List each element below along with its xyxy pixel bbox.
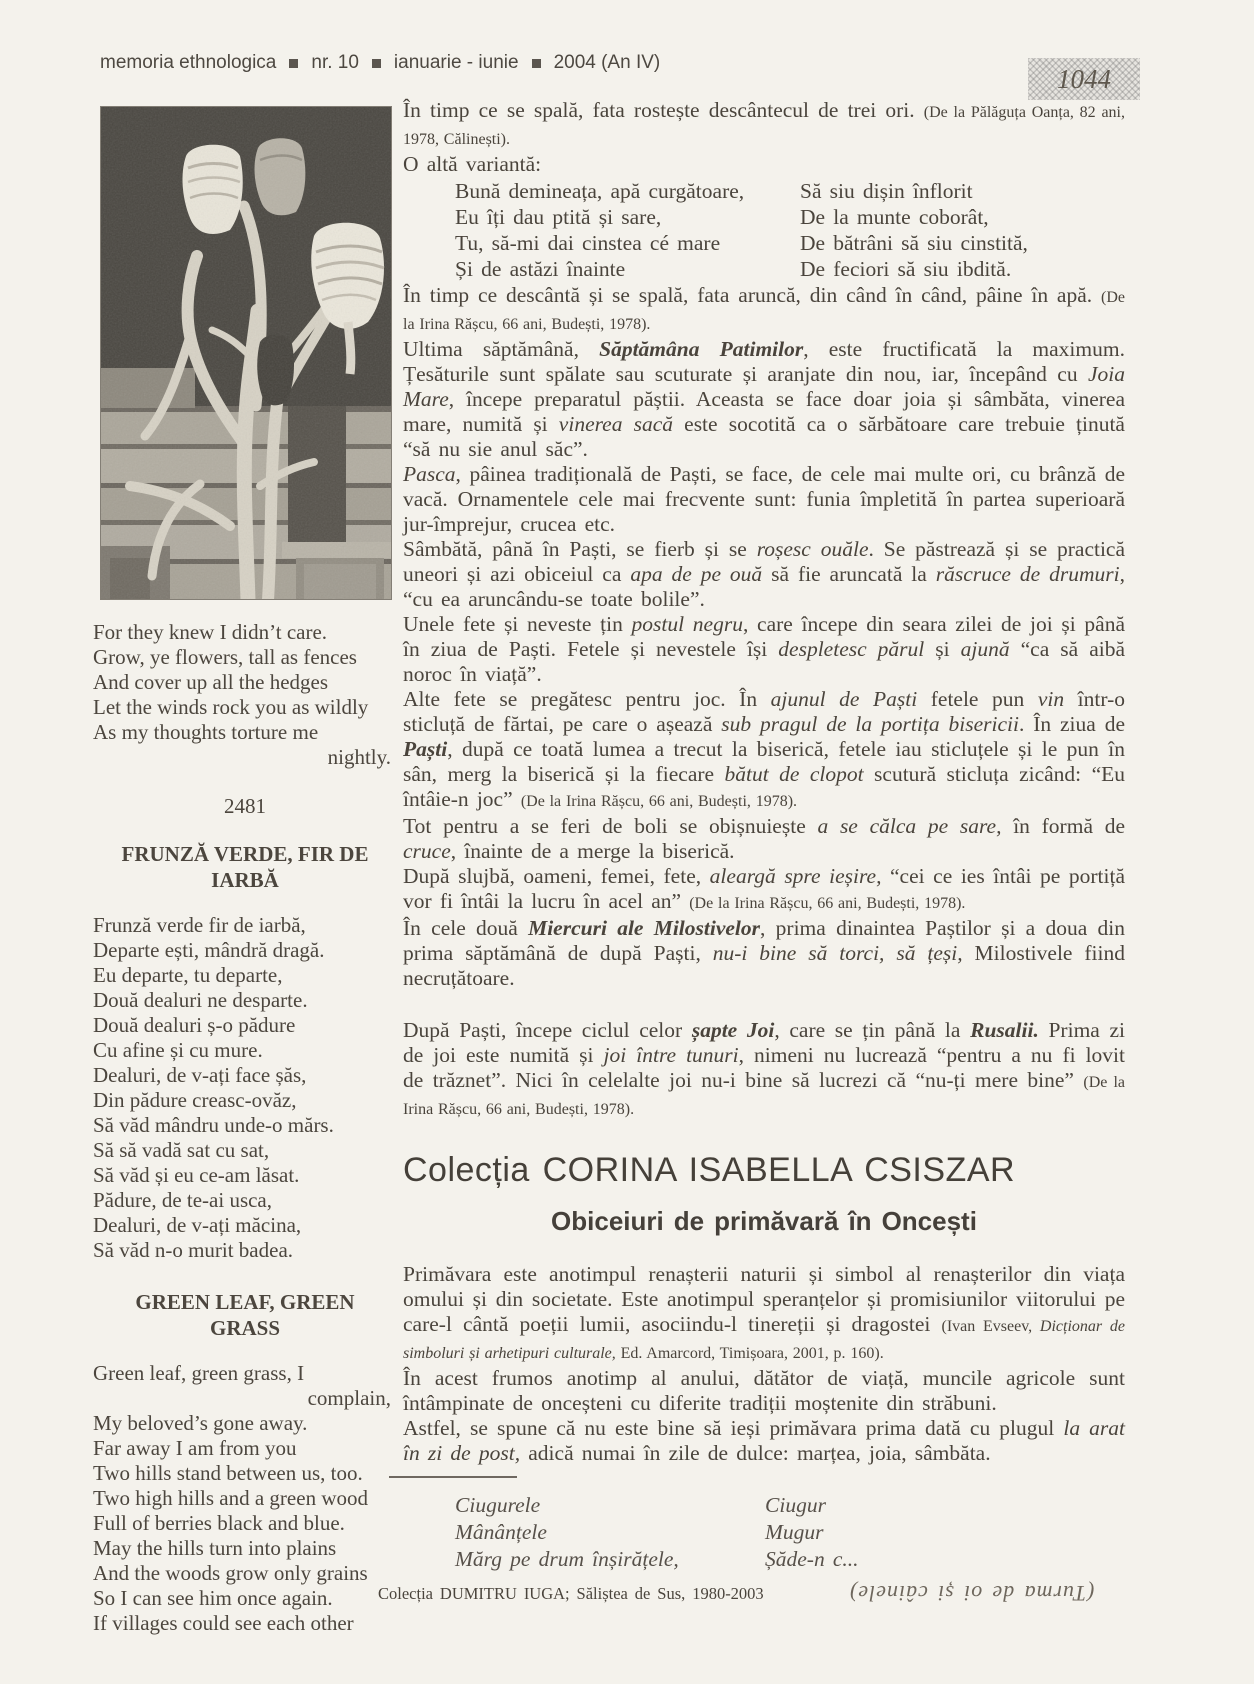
footer-collection-line: Colecția DUMITRU IUGA; Săliștea de Sus, 1980-2003 bbox=[378, 1584, 764, 1603]
text-segment: În acest frumos anotimp al anului, dătător de viață, muncile agricole sunt întâmpinate de onceșteni cu diferite tradiții moștenite din străbuni. bbox=[403, 1366, 1125, 1415]
english-verse-continuation bbox=[93, 620, 405, 745]
verse-line: Dealuri, de v-ați măcina, bbox=[93, 1213, 302, 1237]
verse-line: Să văd mândru unde-o mărs. bbox=[93, 1113, 334, 1137]
text-segment: Primăvara este anotimpul renașterii naturii și simbol al renașterilor din viața omului și din societate. Este anotimpul speranțelor și promisiunilor viitorului pe care-l cântă poeții lumii, asociindu-l tinereții și dragostei bbox=[403, 1262, 1125, 1336]
text-segment: adică numai în zile de dulce: marțea, joia, sâmbăta. bbox=[520, 1441, 991, 1465]
text-segment: . În ziua de bbox=[1018, 712, 1126, 736]
verse-line: Eu departe, tu departe, bbox=[93, 963, 283, 987]
verse-line: Let the winds rock you as wildly bbox=[93, 695, 369, 719]
text-segment: este socotită ca o sărbătoare care trebuie ținută “să nu sie anul săc”. bbox=[403, 412, 1125, 461]
bullet-square-icon bbox=[289, 59, 298, 68]
verse-line: Two high hills and a green wood bbox=[93, 1486, 368, 1510]
text-segment: (Ivan Evseev, bbox=[941, 1318, 1040, 1335]
verse-line: Să văd și eu ce-am lăsat. bbox=[93, 1163, 300, 1187]
paragraph-intro bbox=[403, 98, 1125, 152]
text-segment: ajunul de Paști bbox=[770, 687, 918, 711]
verse-overflow-word: nightly. bbox=[327, 745, 391, 769]
alt-variant-label: O altă variantă: bbox=[403, 152, 542, 176]
footer-verse-left bbox=[455, 1492, 765, 1573]
verse-line: Departe ești, mândră dragă. bbox=[93, 938, 325, 962]
paragraph-sare bbox=[403, 814, 1125, 864]
paragraph-postul-negru bbox=[403, 612, 1125, 687]
issue-year: 2004 (An IV) bbox=[553, 52, 661, 73]
text-segment: și bbox=[924, 637, 961, 661]
paragraph-primavara bbox=[403, 1262, 1125, 1366]
text-segment: bătut de clopot bbox=[724, 762, 864, 786]
section-title: Obiceiuri de primăvară în Oncești bbox=[551, 1206, 977, 1236]
text-segment: (De la Irina Rășcu, 66 ani, Budești, 1978). bbox=[689, 895, 966, 912]
verse-line: Bună demineața, apă curgătoare, bbox=[455, 179, 745, 203]
text-segment: Ed. Amarcord, Timișoara, 2001, p. 160). bbox=[615, 1345, 884, 1362]
text-segment: , începe preparatul păștii. Aceasta se face doar joia și sâmbăta, vinerea mare, numită și bbox=[403, 387, 1125, 436]
text-segment: Prima zi de joi este numită și bbox=[403, 1018, 1125, 1067]
poem-en-first-line: Green leaf, green grass, I bbox=[93, 1361, 305, 1385]
verse-line: Ciugurele bbox=[455, 1493, 541, 1517]
text-segment: În timp ce descântă și se spală, fata aruncă, din când în când, pâine în apă. bbox=[403, 283, 1102, 307]
issue-number: nr. 10 bbox=[311, 52, 359, 73]
text-segment: sub pragul de la portița bisericii bbox=[721, 712, 1019, 736]
verse-line: Two hills stand between us, too. bbox=[93, 1461, 363, 1485]
left-column bbox=[85, 620, 405, 1636]
verse-line: Din pădure creasc-ovăz, bbox=[93, 1088, 297, 1112]
verse-line: Tu, să-mi dai cinstea cé mare bbox=[455, 231, 721, 255]
verse-line: Să siu dișin înflorit bbox=[800, 179, 973, 203]
poem-en-lines bbox=[93, 1411, 405, 1636]
page-number-badge: 1044 bbox=[1028, 58, 1140, 100]
text-segment: , nimeni nu lucrează “pentru a nu fi lovit de trăznet”. Nici în celelalte joi nu-i bine să lucrezi că “nu-ți mere bine” bbox=[403, 1043, 1126, 1092]
text-segment: După Paști, începe ciclul celor bbox=[403, 1018, 692, 1042]
verse-line: And the woods grow only grains bbox=[93, 1561, 368, 1585]
paragraph-ultima-saptamana bbox=[403, 337, 1125, 462]
text-segment: Miercuri ale Milostivelor bbox=[528, 916, 761, 940]
text-segment: Pasca bbox=[403, 462, 456, 486]
paragraph-dupa-slujba bbox=[403, 864, 1125, 916]
text-segment: “cei ce ies întâi pe portiță vor fi întâi la lucru în acel an” bbox=[403, 864, 1126, 913]
text-segment: scutură sticluța zicând: “Eu întâie-n joc” bbox=[403, 762, 1126, 811]
poem-title-ro: FRUNZĂ VERDE, FIR DE IARBĂ bbox=[121, 842, 369, 892]
text-segment: șapte Joi bbox=[691, 1018, 775, 1042]
verse-line: Far away I am from you bbox=[93, 1436, 297, 1460]
variant-verse-left bbox=[455, 178, 800, 282]
verse-line: De feciori să siu ibdită. bbox=[800, 257, 1012, 281]
text-segment: , pâinea tradițională de Paști, se face, de cele mai multe ori, cu brânză de vacă. Ornamentele cele mai frecvente sunt: funia împletită în partea superioară jur-împrejur, crucea etc. bbox=[403, 462, 1125, 536]
verse-line: Eu îți dau ptită și sare, bbox=[455, 205, 662, 229]
text-segment: ajună bbox=[960, 637, 1010, 661]
text-segment: într-o sticluță de fărtai, pe care o așează bbox=[403, 687, 1125, 736]
text-segment: (De la Irina Rășcu, 66 ani, Budești, 1978). bbox=[403, 289, 1125, 333]
verse-line: Mânânțele bbox=[455, 1520, 547, 1544]
photo-pot-tree bbox=[100, 106, 392, 600]
paragraph-sambata bbox=[403, 537, 1125, 612]
text-segment: vinerea sacă bbox=[558, 412, 674, 436]
text-segment: aleargă spre ieșire, bbox=[709, 864, 882, 888]
text-segment: , după ce toată lumea a trecut la biserică, fetele iau sticluțele și le pun în sân, merg la biserică și la fiecare bbox=[403, 737, 1125, 786]
verse-line: De bătrâni să siu cinstită, bbox=[800, 231, 1028, 255]
paragraph-miercuri bbox=[403, 916, 1125, 991]
verse-line: If villages could see each other bbox=[93, 1611, 354, 1635]
text-segment: în formă de bbox=[1001, 814, 1126, 838]
text-segment: Unele fete și neveste țin bbox=[403, 612, 632, 636]
text-segment: fetele pun bbox=[917, 687, 1038, 711]
text-segment: . Se păstrează și se practică uneori și azi obiceiul ca bbox=[403, 537, 1126, 586]
paragraph-alte-fete bbox=[403, 687, 1125, 814]
text-segment: , înainte de a merge la biserică. bbox=[450, 839, 735, 863]
text-segment: Dicționar de simboluri și arhetipuri culturale, bbox=[403, 1318, 1125, 1362]
paragraph-descanta bbox=[403, 283, 1125, 337]
verse-line: For they knew I didn’t care. bbox=[93, 620, 328, 644]
verse-overflow-word: complain, bbox=[307, 1386, 391, 1410]
text-segment: După slujbă, oameni, femei, fete, bbox=[403, 864, 710, 888]
text-segment: Săptămâna Patimilor bbox=[599, 337, 804, 361]
poem-number: 2481 bbox=[224, 794, 266, 818]
verse-line: Frunză verde fir de iarbă, bbox=[93, 913, 306, 937]
poem-ro-lines bbox=[93, 913, 405, 1263]
verse-line: My beloved’s gone away. bbox=[93, 1411, 308, 1435]
text-segment: , care se țin până la bbox=[774, 1018, 971, 1042]
verse-line: Să văd n-o murit badea. bbox=[93, 1238, 294, 1262]
right-column bbox=[378, 98, 1126, 1606]
bullet-square-icon bbox=[372, 59, 381, 68]
text-segment: , este fructificată la maximum. Țesăturile sunt spălate sau scuturate și aranjate din nou, iar, începând cu bbox=[403, 337, 1125, 386]
rotated-note: (Turma de oi și câinele) bbox=[848, 1581, 1095, 1606]
text-segment: Milostivele fiind necruțătoare. bbox=[403, 941, 1125, 990]
verse-line: As my thoughts torture me bbox=[93, 720, 319, 744]
verse-line: Mugur bbox=[765, 1520, 824, 1544]
verse-line: De la munte coborât, bbox=[800, 205, 989, 229]
variant-verse-right bbox=[800, 178, 1125, 282]
text-segment: cruce bbox=[403, 839, 451, 863]
bullet-square-icon bbox=[532, 59, 541, 68]
text-segment: În timp ce se spală, fata rostește descântecul de trei ori. bbox=[403, 98, 924, 122]
text-segment: (De la Irina Rășcu, 66 ani, Budești, 1978). bbox=[520, 793, 798, 810]
footnote-rule bbox=[389, 1476, 517, 1478]
poem-title-en: GREEN LEAF, GREEN GRASS bbox=[135, 1290, 355, 1340]
text-segment: , “cu ea aruncându-se toate bolile”. bbox=[403, 562, 1125, 611]
footer-verse-block bbox=[378, 1476, 1125, 1606]
text-segment: Ultima săptămână, bbox=[403, 337, 600, 361]
text-segment: Tot pentru a se feri de boli se obișnuiește bbox=[403, 814, 818, 838]
text-segment: despletesc părul bbox=[778, 637, 925, 661]
text-segment: Paști bbox=[403, 737, 448, 761]
paragraph-sapte-joi bbox=[403, 1018, 1125, 1122]
text-segment: a se călca pe sare, bbox=[817, 814, 1002, 838]
text-segment: postul negru bbox=[631, 612, 743, 636]
verse-line: Cu afine și cu mure. bbox=[93, 1038, 263, 1062]
verse-line: Grow, ye flowers, tall as fences bbox=[93, 645, 357, 669]
variant-verse bbox=[403, 178, 1125, 282]
verse-line: And cover up all the hedges bbox=[93, 670, 329, 694]
footer-bottom bbox=[378, 1581, 1125, 1606]
text-segment: Rusalii. bbox=[970, 1018, 1039, 1042]
verse-line: Două dealuri ne desparte. bbox=[93, 988, 308, 1012]
verse-line: Mărg pe drum înșirățele, bbox=[455, 1547, 679, 1571]
verse-line: Ciugur bbox=[765, 1493, 826, 1517]
verse-line: Pădure, de te-ai usca, bbox=[93, 1188, 273, 1212]
text-segment: răscruce de drumuri bbox=[935, 562, 1120, 586]
collection-heading: Colecția CORINA ISABELLA CSISZAR bbox=[403, 1151, 1016, 1189]
text-segment: , care începe din seara zilei de joi și până în ziua de Paști. Fetele și nevestele își bbox=[403, 612, 1125, 661]
verse-line: Și de astăzi înainte bbox=[455, 257, 626, 281]
text-segment: Astfel, se spune că nu este bine să ieși primăvara prima dată cu plugul bbox=[403, 1416, 1064, 1440]
text-segment: (De la Pălăguța Oanța, 82 ani, 1978, Călinești). bbox=[403, 104, 1125, 148]
page-header bbox=[100, 52, 660, 74]
text-segment: Joia Mare bbox=[403, 362, 1125, 411]
text-segment: joi între tunuri bbox=[603, 1043, 739, 1067]
paragraph-astfel bbox=[403, 1416, 1125, 1466]
verse-line: Full of berries black and blue. bbox=[93, 1511, 345, 1535]
text-segment: Alte fete se pregătesc pentru joc. În bbox=[403, 687, 771, 711]
text-segment: la arat în zi de post, bbox=[403, 1416, 1125, 1465]
text-segment: (De la Irina Rășcu, 66 ani, Budești, 1978). bbox=[403, 1074, 1125, 1118]
text-segment: “ca să aibă noroc în viață”. bbox=[403, 637, 1126, 686]
verse-line: Două dealuri ș-o pădure bbox=[93, 1013, 296, 1037]
text-segment: vin bbox=[1037, 687, 1065, 711]
paragraph-pasca bbox=[403, 462, 1125, 537]
issue-period: ianuarie - iunie bbox=[393, 52, 519, 73]
verse-line: May the hills turn into plains bbox=[93, 1536, 337, 1560]
text-segment: roșesc ouăle bbox=[756, 537, 869, 561]
text-segment: apa de pe ouă bbox=[630, 562, 763, 586]
verse-line: Dealuri, de v-ați face șăs, bbox=[93, 1063, 307, 1087]
verse-line: Să să vadă sat cu sat, bbox=[93, 1138, 270, 1162]
paragraph-anotimp bbox=[403, 1366, 1125, 1416]
text-segment: Sâmbătă, până în Paști, se fierb și se bbox=[403, 537, 757, 561]
verse-line: Șăde-n c... bbox=[765, 1547, 859, 1571]
text-segment: să fie aruncată la bbox=[762, 562, 936, 586]
text-segment: nu-i bine să torci, să țeși, bbox=[712, 941, 963, 965]
footer-verse-right bbox=[765, 1492, 1125, 1573]
pot-tree-image bbox=[100, 106, 392, 600]
journal-title: memoria ethnologica bbox=[100, 52, 277, 73]
footer-verses bbox=[403, 1492, 1125, 1573]
text-segment: În cele două bbox=[403, 916, 529, 940]
text-segment: , prima dinaintea Paștilor și a doua din prima săptămână de după Paști, bbox=[403, 916, 1126, 965]
verse-line: So I can see him once again. bbox=[93, 1586, 333, 1610]
